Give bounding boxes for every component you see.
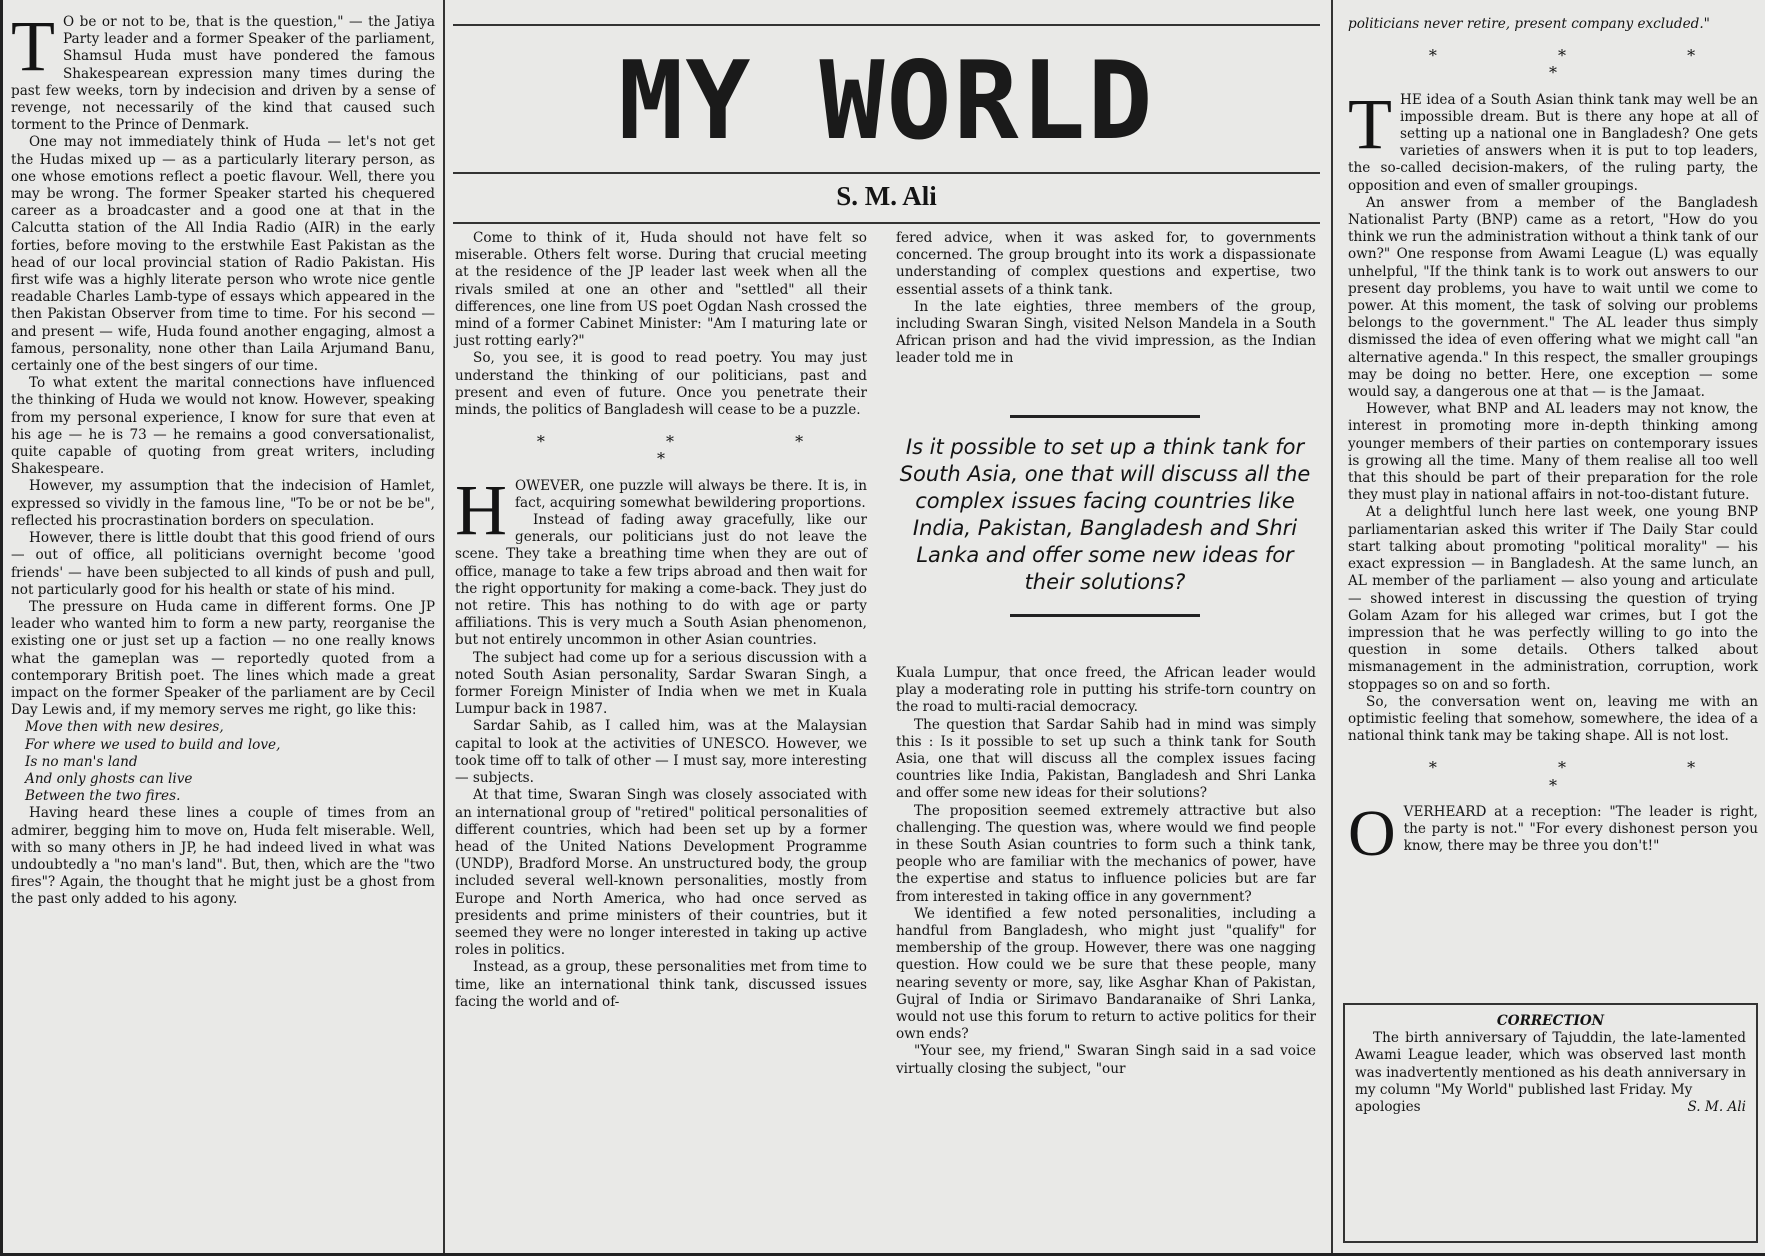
verse-line: And only ghosts can live: [25, 770, 193, 787]
col1-paragraph: One may not immediately think of Huda — let's not get the Hudas mixed up — as a particularly literary person, as one whose emotions reflect a poetic flavour. Well, there you may be wrong. The former Speaker started his chequered career as a broadcaster and a good one at that in the Calcutta station of the All India Radio (AIR) in the early forties, before moving to the erstwhile East Pakistan as the head of our local provincial station of Radio Pakistan. His first wife was a highly literate person who wrote nice gentle readable Charles Lamb-type of essays which appeared in the then Pakistan Observer from time to time. For his second — and present — wife, Huda found another engaging, almost a famous, personality, none other than Laila Arjumand Banu, certainly one of the best singers of our time.: [11, 134, 435, 375]
dropcap-h: H: [455, 469, 507, 550]
col2-paragraph: Come to think of it, Huda should not have felt so miserable. Others felt worse. During that crucial meeting at the residence of the JP leader last week when all the rivals smiled at one an other and "settled" all their differences, one line from US poet Ogdan Nash crossed the mind of a former Cabinet Minister: "Am I maturing late or just rotting early?": [455, 230, 867, 350]
col1-paragraph: To what extent the marital connections have influenced the thinking of Huda we would not know. However, speaking from my personal experience, I know for sure that even at his age — he is 73 — he remains a good conversationalist, quite capable of quoting from great writers, including Shakespeare.: [11, 375, 435, 478]
col4-paragraph: politicians never retire, present company excluded.": [1348, 16, 1710, 32]
verse-line: For where we used to build and love,: [25, 736, 281, 753]
col4-paragraph: At a delightful lunch here last week, one young BNP parliamentarian asked this writer if The Daily Star could start talking about promoting "political morality" — his exact expression — in Bangladesh. At the same lunch, an AL member of the parliament — also young and articulate — showed interest in discussing the question of trying Golam Azam for his alleged war crimes, but I got the impression that he was perfectly willing to go into the question in some details. Others talked about mismanagement in the administration, corruption, work stoppages so on and so forth.: [1348, 504, 1758, 693]
col2-paragraph: Instead of fading away gracefully, like our generals, our politicians just do not leave the scene. They take a breathing time when they are out of office, manage to take a few trips abroad and then wait for the right opportunity for making a come-back. They just do not retire. This has nothing to do with age or party affiliations. This is very much a South Asian phenomenon, but not entirely uncommon in other Asian countries.: [455, 512, 867, 649]
correction-signature: S. M. Ali: [1687, 1099, 1746, 1116]
col1-paragraph: However, there is little doubt that this good friend of ours — out of office, all politicians overnight become 'good friends' — have been subjected to all kinds of push and pull, not particularly good for his health or state of his mind.: [11, 530, 435, 598]
section-separator-stars: * * * *: [1428, 758, 1754, 795]
masthead-mid-rule: [453, 172, 1320, 174]
dropcap-o: O: [1348, 796, 1396, 870]
col4-paragraph: An answer from a member of the Bangladesh Nationalist Party (BNP) came as a retort, "How do you think we run the administration without a think tank of our own?" One response from Awami League (L) was equally unhelpful, "If the think tank is to work out answers to our present day problems, you have to wait until we come to power. At this moment, the task of solving our problems belongs to the government." The AL leader thus simply dismissed the idea of even offering what we might call "an alternative agenda." In this respect, the smaller groupings may be doing no better. Here, one exception — some would say, a dangerous one at that — is the Jamaat.: [1348, 194, 1758, 401]
correction-title: CORRECTION: [1496, 1013, 1605, 1029]
masthead: [453, 12, 1320, 222]
col3-paragraph: The proposition seemed extremely attractive but also challenging. The question was, where would we find people in these South Asian countries to form such a think tank, people who are familiar with the mechanics of power, have the expertise and status to influence policies but are far from interested in taking office in any government?: [896, 802, 1316, 905]
verse-line: Is no man's land: [25, 753, 138, 770]
masthead-title: MY WORLD: [618, 39, 1155, 164]
pull-quote: [890, 415, 1320, 617]
col4-paragraph: However, what BNP and AL leaders may not know, the interest in promoting more in-depth thinking among younger members of their parties on contemporary issues is growing all the time. Many of them realise all too well that this should be part of their preparation for the role they must play in national affairs in not-too-distant future.: [1348, 401, 1758, 504]
column-2: [455, 230, 867, 1011]
masthead-top-rule: [453, 24, 1320, 26]
col3-paragraph: In the late eighties, three members of the group, including Swaran Singh, visited Nelson Mandela in a South African prison and had the vivid impression, as the Indian leader told me in: [896, 298, 1316, 367]
correction-signoff: [1355, 1099, 1746, 1116]
col2-paragraph: So, you see, it is good to read poetry. You may just understand the thinking of our politicians, past and present and even of future. Once you penetrate their minds, the politics of Bangladesh will cease to be a puzzle.: [455, 350, 867, 419]
dropcap-t: T: [1348, 83, 1392, 164]
col1-paragraph: Having heard these lines a couple of times from an admirer, begging him to move on, Huda felt miserable. Well, with so many others in JP, he had indeed lived in what was undoubtedly a "no man's land". But, then, which are the "two fires"? Again, the thought that he might just be a ghost from the past only added to his agony.: [11, 805, 435, 908]
col2-paragraph: At that time, Swaran Singh was closely associated with an international group of "retired" political personalities of different countries, which had been set up by a former head of the United Nations Development Programme (UNDP), Bradford Morse. An unstructured body, the group included several well-known personalities, mostly from Europe and North America, who had once served as presidents and prime ministers of their countries, but it seemed they were no longer interested in taking up active roles in politics.: [455, 787, 867, 959]
column-4: [1348, 16, 1758, 870]
correction-last-word: apologies: [1355, 1099, 1421, 1116]
byline: S. M. Ali: [836, 181, 937, 211]
verse-line: Between the two fires.: [25, 788, 181, 805]
correction-box: [1343, 1003, 1758, 1243]
correction-body: The birth anniversary of Tajuddin, the late-lamented Awami League leader, which was observed last month was inadvertently mentioned as his death anniversary in my column "My World" published last Friday. My: [1355, 1030, 1746, 1098]
verse-line: Move then with new desires,: [25, 719, 224, 736]
column-divider: [1331, 0, 1333, 1253]
dropcap-t: T: [11, 6, 55, 86]
col4-paragraph: So, the conversation went on, leaving me with an optimistic feeling that somehow, somewhere, the idea of a national think tank may be taking shape. All is not lost.: [1348, 693, 1758, 745]
column-3-lower: [896, 665, 1316, 1078]
col3-paragraph: The question that Sardar Sahib had in mind was simply this : Is it possible to set up such a think tank for South Asia, one that will discuss all the complex issues facing countries like India, Pakistan, Bangladesh and Shri Lanka and offer some new ideas for their solutions?: [896, 716, 1316, 802]
col2-paragraph: Sardar Sahib, as I called him, was at the Malaysian capital to look at the activities of UNESCO. However, we took time off to talk of other — I must say, more interesting — subjects.: [455, 718, 867, 787]
col1-paragraph: The pressure on Huda came in different forms. One JP leader who wanted him to form a new party, reorganise the existing one or just set up a faction — no one really knows what the gameplan was — reportedly quoted from a contemporary British poet. The lines which made a great impact on the former Speaker of the parliament are by Cecil Day Lewis and, if my memory serves me right, go like this:: [11, 598, 435, 719]
pull-quote-text: Is it possible to set up a think tank for South Asia, one that will discuss all the complex issues facing countries like India, Pakistan, Bangladesh and Shri Lanka and offer some new ideas for their solutions?: [899, 435, 1311, 594]
section-separator-stars: * * * *: [536, 432, 862, 469]
col3-paragraph: We identified a few noted personalities, including a handful from Bangladesh, who might just "qualify" for membership of the group. However, there was one nagging question. How could we be sure that these people, many nearing seventy or more, say, like Asghar Khan of Pakistan, Gujral of India or Sirimavo Bandaranaike of Shri Lanka, would not use this forum to return to active politics for their own ends?: [896, 905, 1316, 1043]
col1-paragraph: However, my assumption that the indecision of Hamlet, expressed so vividly in the famous line, "To be or not be be", reflected his procrastination borders on speculation.: [11, 478, 435, 529]
column-1: [11, 6, 435, 909]
col3-paragraph: "Your see, my friend," Swaran Singh said in a sad voice virtually closing the subject, "our: [896, 1043, 1316, 1077]
column-divider: [443, 0, 445, 1253]
section-separator-stars: * * * *: [1428, 46, 1754, 83]
col3-paragraph: fered advice, when it was asked for, to governments concerned. The group brought into its work a dispassionate understanding of complex questions and expertise, two essential assets of a think tank.: [896, 230, 1316, 298]
col3-paragraph: Kuala Lumpur, that once freed, the African leader would play a moderating role in putting his strife-torn country on the road to multi-racial democracy.: [896, 665, 1316, 716]
masthead-bottom-rule: [453, 222, 1320, 224]
col2-paragraph: Instead, as a group, these personalities met from time to time, like an international think tank, discussed issues facing the world and of-: [455, 959, 867, 1010]
overheard-paragraph: VERHEARD at a reception: "The leader is right, the party is not." "For every dishonest person you know, there may be three you don't!": [1403, 803, 1758, 855]
col1-paragraph: O be or not to be, that is the question," — the Jatiya Party leader and a former Speaker of the parliament, Shamsul Huda must have pondered the famous Shakespearean expression many times during the past few weeks, torn by indecision and driven by a sense of revenge, not necessarily of the kind that caused such torment to the Prince of Denmark.: [11, 14, 435, 134]
pull-quote-rule: [1010, 614, 1200, 617]
column-3: [896, 230, 1316, 368]
verse-block: [11, 719, 435, 805]
col2-paragraph: The subject had come up for a serious discussion with a noted South Asian personality, Sardar Swaran Singh, a former Foreign Minister of India when we met in Kuala Lumpur back in 1987.: [455, 649, 867, 718]
col4-paragraph: HE idea of a South Asian think tank may well be an impossible dream. But is there any hope at all of setting up a national one in Bangladesh? One gets varieties of answers when it is put to top leaders, the so-called decision-makers, of the ruling party, the opposition and even of smaller groupings.: [1348, 91, 1758, 194]
col2-paragraph: OWEVER, one puzzle will always be there. It is, in fact, acquiring somewhat bewildering proportions.: [515, 477, 867, 511]
